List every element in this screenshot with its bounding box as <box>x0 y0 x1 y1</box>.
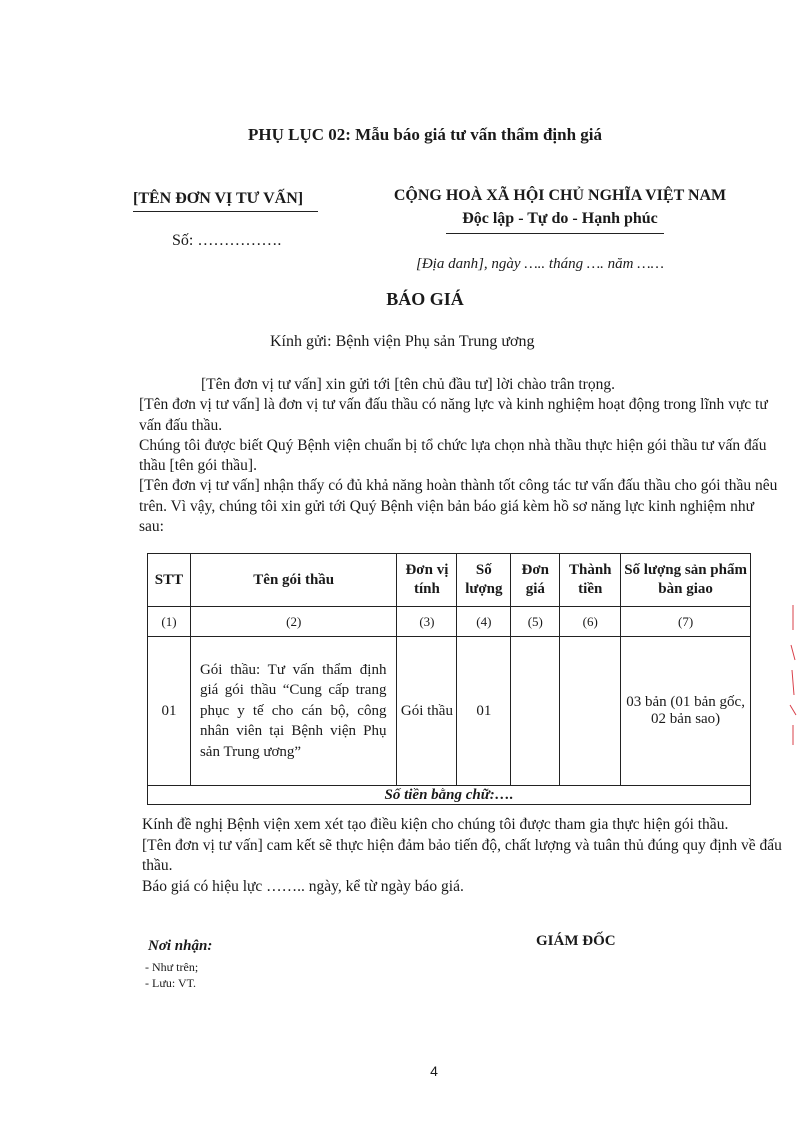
amount-in-words: Số tiền bằng chữ:…. <box>148 786 751 805</box>
closing-paragraph: Báo giá có hiệu lực …….. ngày, kể từ ngày báo giá. <box>142 877 464 895</box>
cell-total <box>560 637 621 786</box>
intro-paragraph: [Tên đơn vị tư vấn] nhận thấy có đủ khả năng hoàn thành tốt công tác tư vấn đấu thầu cho gói thầu nêu trên. Vì vậy, chúng tôi xin gửi tới Quý Bệnh viện bản báo giá kèm hồ sơ năng lực kinh nghiệm như sau: <box>139 477 778 536</box>
recipient-line: Kính gửi: Bệnh viện Phụ sản Trung ương <box>270 333 535 350</box>
doc-title: BÁO GIÁ <box>386 289 464 309</box>
header-unit: Đơn vị tính <box>397 554 457 607</box>
doc-number: Số: ……………. <box>172 232 282 249</box>
org-name: [TÊN ĐƠN VỊ TƯ VẤN] <box>133 190 304 207</box>
header-quantity: Số lượng <box>457 554 511 607</box>
header-total: Thành tiền <box>560 554 621 607</box>
header-stt: STT <box>148 554 191 607</box>
closing-text <box>142 815 782 897</box>
nation-name: CỘNG HOÀ XÃ HỘI CHỦ NGHĨA VIỆT NAM <box>393 187 727 204</box>
org-name-underline <box>133 211 318 212</box>
cell-unit-price <box>511 637 560 786</box>
cell-unit: Gói thầu <box>397 637 457 786</box>
closing-paragraph: Kính đề nghị Bệnh viện xem xét tạo điều kiện cho chúng tôi được tham gia thực hiện gói thầu. <box>142 816 729 833</box>
column-number-row <box>148 607 751 637</box>
recipient-item: - Lưu: VT. <box>145 976 197 990</box>
quote-table <box>147 553 751 805</box>
column-number: (6) <box>560 607 621 637</box>
amount-in-words-row <box>148 786 751 805</box>
cell-deliverables: 03 bản (01 bản gốc, 02 bản sao) <box>621 637 751 786</box>
column-number: (4) <box>457 607 511 637</box>
page-number: 4 <box>430 1063 438 1079</box>
header-package-name: Tên gói thầu <box>190 554 397 607</box>
motto: Độc lập - Tự do - Hạnh phúc <box>462 210 658 227</box>
cell-package-name: Gói thầu: Tư vấn thẩm định giá gói thầu “Cung cấp trang phục y tế cho cán bộ, công nhân viên tại Bệnh viện Phụ sản Trung ương” <box>190 637 397 786</box>
margin-annotation-mark <box>786 600 800 750</box>
intro-paragraph: [Tên đơn vị tư vấn] là đơn vị tư vấn đấu thầu có năng lực và kinh nghiệm hoạt động trong lĩnh vực tư vấn đấu thầu. <box>139 396 768 434</box>
intro-text <box>139 375 779 537</box>
place-date: [Địa danh], ngày ….. tháng …. năm …… <box>416 256 664 272</box>
table-header-row <box>148 554 751 607</box>
appendix-title: PHỤ LỤC 02: Mẫu báo giá tư vấn thẩm định giá <box>247 125 603 144</box>
intro-paragraph: Chúng tôi được biết Quý Bệnh viện chuẩn bị tổ chức lựa chọn nhà thầu thực hiện gói thầu tư vấn đấu thầu [tên gói thầu]. <box>139 436 767 475</box>
header-unit-price: Đơn giá <box>511 554 560 607</box>
signer-title: GIÁM ĐỐC <box>536 933 616 949</box>
column-number: (7) <box>621 607 751 637</box>
cell-quantity: 01 <box>457 637 511 786</box>
column-number: (5) <box>511 607 560 637</box>
table-row <box>148 637 751 786</box>
closing-paragraph: [Tên đơn vị tư vấn] cam kết sẽ thực hiện đảm bảo tiến độ, chất lượng và tuân thủ đúng quy định về đấu thầu. <box>142 836 782 874</box>
header-deliverables: Số lượng sản phẩm bàn giao <box>621 554 751 607</box>
motto-underline <box>446 233 664 234</box>
column-number: (3) <box>397 607 457 637</box>
intro-paragraph: [Tên đơn vị tư vấn] xin gửi tới [tên chủ đầu tư] lời chào trân trọng. <box>201 376 615 393</box>
recipient-item: - Như trên; <box>145 960 199 974</box>
column-number: (2) <box>190 607 397 637</box>
recipients-label: Nơi nhận: <box>148 938 213 954</box>
cell-stt: 01 <box>148 637 191 786</box>
column-number: (1) <box>148 607 191 637</box>
